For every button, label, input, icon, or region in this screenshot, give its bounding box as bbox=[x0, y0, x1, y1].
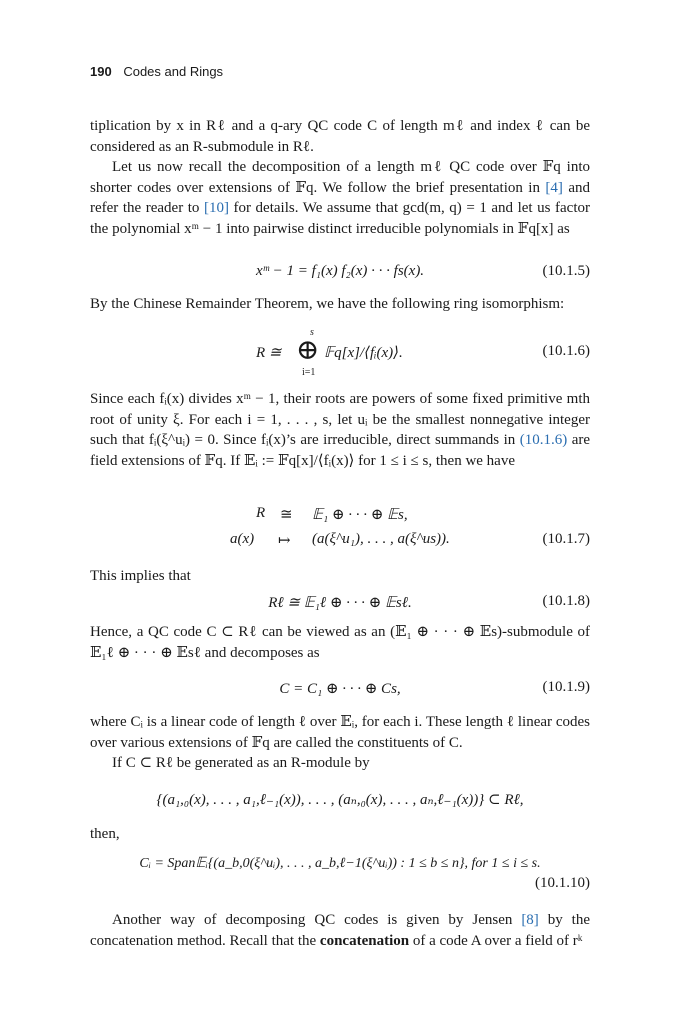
paragraph-8: If C ⊂ Rℓ be generated as an R-module by bbox=[112, 755, 370, 771]
equation-10-1-8: Rℓ ≅ 𝔼₁ℓ ⊕ · · · ⊕ 𝔼sℓ. (10.1.8) bbox=[268, 593, 590, 611]
paragraph-9: then, bbox=[90, 826, 120, 842]
equation-number: (10.1.9) bbox=[542, 679, 590, 695]
equation-link[interactable]: (10.1.6) bbox=[519, 432, 568, 448]
paragraph-7: where Cᵢ is a linear code of length ℓ over 𝔼ᵢ, for each i. These length ℓ linear codes over various extensions of 𝔽q are called the constituents of C. bbox=[90, 714, 590, 751]
direct-sum-symbol: ⊕ bbox=[296, 335, 320, 366]
equation-10-1-6: R ≅ s ⊕ i=1 𝔽q[x]/⟨fᵢ(x)⟩. (10.1.6) bbox=[256, 327, 590, 378]
citation-link[interactable]: [4] bbox=[545, 179, 563, 196]
equation-10-1-10: Cᵢ = Span𝔼ᵢ{(a_b,0(ξ^uᵢ), . . . , a_b,ℓ−1(ξ^uᵢ)) : 1 ≤ b ≤ n}, for 1 ≤ i ≤ s. (10.1.10) bbox=[139, 856, 590, 891]
equation-10-1-9: C = C₁ ⊕ · · · ⊕ Cs, (10.1.9) bbox=[279, 679, 590, 697]
page-number: 190 bbox=[90, 64, 112, 79]
paragraph-2: Let us now recall the decomposition of a length mℓ QC code over 𝔽q into shorter codes over extensions of 𝔽q. We follow the brief presentation in [4] and refer the reader to [10] for details. We assume that gcd(m, q) = 1 and let us factor the polynomial xᵐ − 1 into pairwise distinct irreducible polynomials in 𝔽q[x] as bbox=[90, 159, 591, 237]
paragraph-3: By the Chinese Remainder Theorem, we have the following ring isomorphism: bbox=[90, 296, 565, 312]
running-title: Codes and Rings bbox=[123, 64, 224, 79]
paragraph-10: Another way of decomposing QC codes is given by Jensen [8] by the concatenation method. Recall that the concatenation of a code A over a field of rᵏ bbox=[90, 912, 591, 949]
equation-10-1-5: xᵐ − 1 = f₁(x) f₂(x) · · · fs(x). (10.1.5) bbox=[255, 263, 590, 279]
term-concatenation: concatenation bbox=[319, 932, 410, 949]
paragraph-1: tiplication by x in Rℓ and a q-ary QC code C of length mℓ and index ℓ can be considered as an R-submodule in Rℓ. bbox=[90, 118, 590, 155]
equation-number: (10.1.5) bbox=[542, 263, 590, 279]
equation-number: (10.1.8) bbox=[542, 593, 590, 609]
citation-link[interactable]: [10] bbox=[203, 200, 229, 216]
equation-number: (10.1.6) bbox=[542, 343, 590, 359]
equation-number: (10.1.7) bbox=[542, 531, 590, 547]
citation-link[interactable]: [8] bbox=[521, 912, 539, 928]
paragraph-4: Since each fᵢ(x) divides xᵐ − 1, their roots are powers of some fixed primitive mth root of unity ξ. For each i = 1, . . . , s, let uᵢ be the smallest nonnegative integer such that fᵢ(ξ^uᵢ) = 0. Since fᵢ(x)’s are irreducible, direct summands in (10.1.6) are field extensions of 𝔽q. If 𝔼ᵢ := 𝔽q[x]/⟨fᵢ(x)⟩ for 1 ≤ i ≤ s, then we have bbox=[90, 391, 590, 469]
running-header bbox=[90, 64, 223, 79]
equation-number: (10.1.10) bbox=[535, 875, 590, 891]
paragraph-6: Hence, a QC code C ⊂ Rℓ can be viewed as an (𝔼₁ ⊕ · · · ⊕ 𝔼s)-submodule of 𝔼₁ℓ ⊕ · · · ⊕ 𝔼sℓ and decomposes as bbox=[90, 624, 590, 661]
equation-10-1-7-line-2: a(x) ↦ (a(ξ^u₁), . . . , a(ξ^us)). (10.1.7) bbox=[230, 531, 590, 549]
equation-generators: {(a₁,₀(x), . . . , a₁,ℓ₋₁(x)), . . . , (aₙ,₀(x), . . . , aₙ,ℓ₋₁(x))} ⊂ Rℓ, bbox=[156, 792, 524, 808]
equation-10-1-7-line-1: R ≅ 𝔼₁ ⊕ · · · ⊕ 𝔼s, bbox=[256, 505, 408, 523]
paragraph-5: This implies that bbox=[90, 568, 191, 584]
